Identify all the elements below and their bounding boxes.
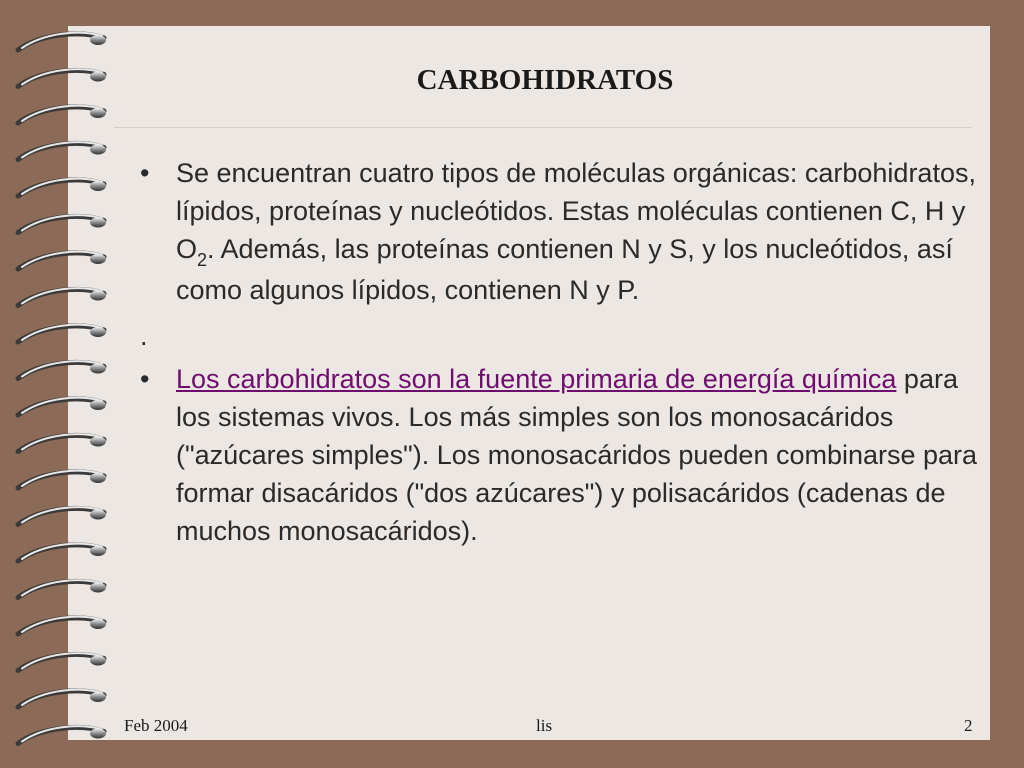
spiral-hole: [90, 437, 106, 447]
footer-date: Feb 2004: [124, 716, 188, 735]
spiral-hole: [90, 729, 106, 739]
paragraph-1-text-a: Se encuentran cuatro tipos de moléculas orgánicas: carbohidratos, lípidos, proteínas y nucleótidos. Estas moléculas contienen C, H y O: [176, 158, 976, 264]
dot-line: .: [140, 321, 148, 351]
spiral-hole: [90, 291, 106, 301]
paragraph-2-text: para los sistemas vivos. Los más simples son los monosacáridos ("azúcares simples"). Los monosacáridos pueden combinarse para formar disacáridos ("dos azúcares") y polisacáridos (cadenas de muchos monosacáridos).: [176, 364, 978, 546]
spiral-binding-icon: [0, 0, 120, 768]
spiral-hole: [90, 692, 106, 702]
spiral-hole: [90, 254, 106, 264]
spiral-hole: [90, 656, 106, 666]
paragraph-1-text-b: . Además, las proteínas contienen N y S, y los nucleótidos, así como algunos lípidos, contienen N y P.: [176, 234, 953, 305]
oxygen-subscript: 2: [197, 250, 208, 270]
spiral-hole: [90, 583, 106, 593]
spiral-hole: [90, 364, 106, 374]
bullet-symbol: •: [140, 158, 150, 188]
spiral-hole: [90, 400, 106, 410]
spiral-hole: [90, 145, 106, 155]
slide-content: [140, 154, 980, 550]
slide-title: CARBOHIDRATOS: [416, 64, 674, 96]
spiral-hole: [90, 473, 106, 483]
spiral-hole: [90, 327, 106, 337]
spiral-hole: [90, 218, 106, 228]
spiral-hole: [90, 619, 106, 629]
energy-link[interactable]: Los carbohidratos son la fuente primaria de energía química: [176, 364, 897, 394]
bullet-symbol: •: [140, 364, 150, 394]
spiral-hole: [90, 72, 106, 82]
spiral-hole: [90, 546, 106, 556]
footer-page-number: 2: [964, 716, 973, 735]
spiral-hole: [90, 108, 106, 118]
spiral-hole: [90, 35, 106, 45]
spiral-hole: [90, 510, 106, 520]
title-divider: [114, 127, 972, 128]
footer-author: lis: [536, 716, 553, 735]
spiral-hole: [90, 181, 106, 191]
bullet-item-1: [140, 154, 980, 309]
bullet-item-2: [140, 360, 980, 550]
